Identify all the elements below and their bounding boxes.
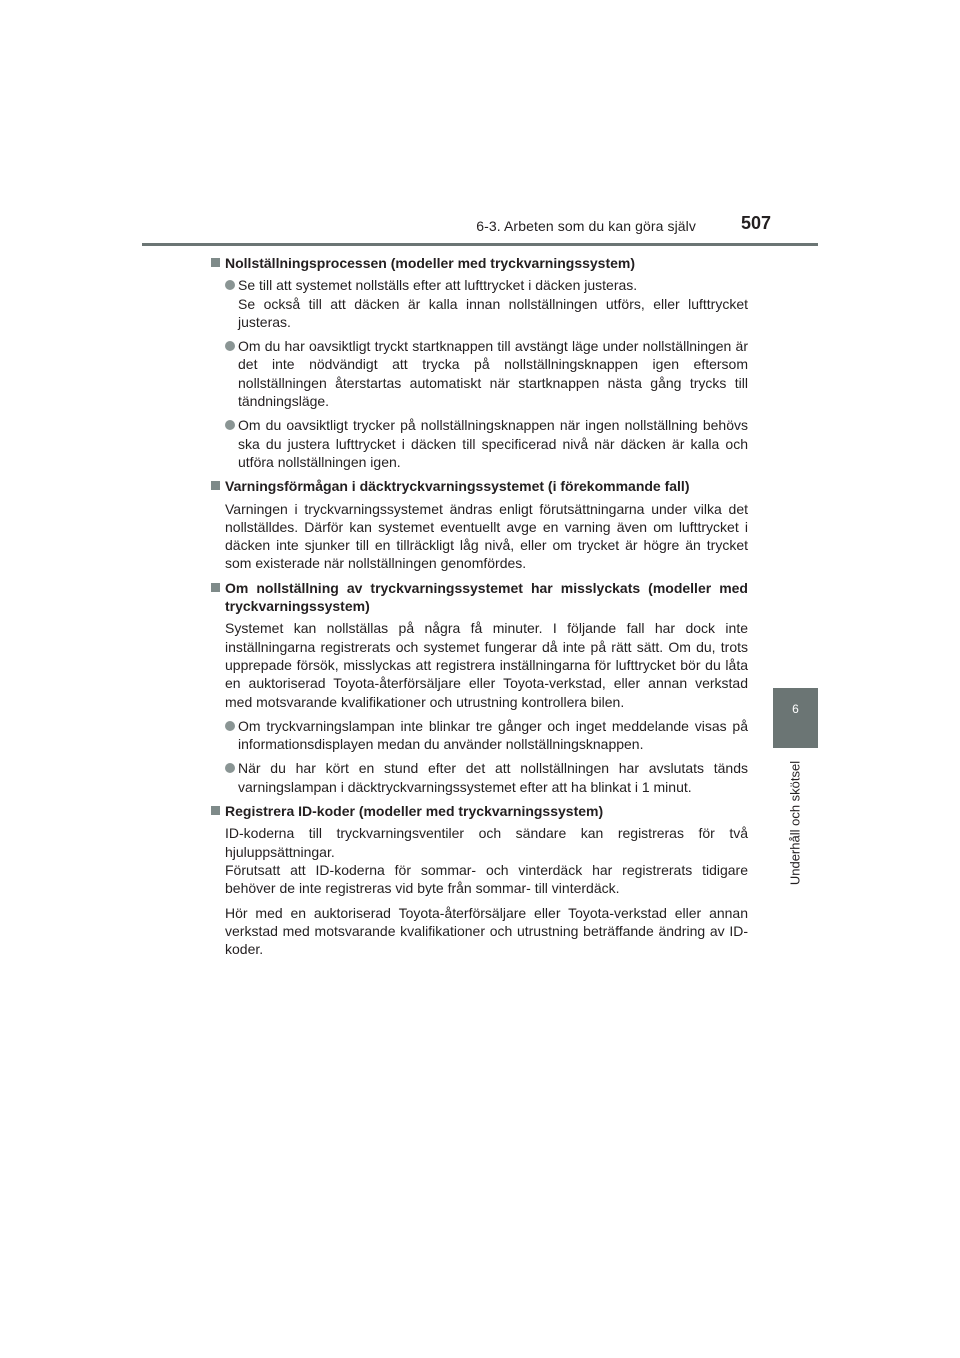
list-item-text: När du har kört en stund efter det att nollställningen har avslutats tänds varningslampan i däcktryckvarningssystemet efter att ha blinkat i 1 minut. [238,760,748,795]
square-bullet-icon [211,583,220,592]
list-item [211,759,748,796]
chapter-number: 6 [792,702,799,716]
list-item-text: Om du oavsiktligt trycker på nollställningsknappen när ingen nollställning behövs ska du justera lufttrycket i däcken till specificerad nivå när däcken är kalla och utföra nollställningen igen. [238,417,748,470]
round-bullet-icon [225,763,235,773]
list-item-text: Om du har oavsiktligt tryckt startknappen till avstängt läge under nollställningen är det inte nödvändigt att trycka på nollställningsknappen igen eftersom nollställningen återstartas automatiskt när startknappen nästa gång trycks till tändningsläge. [238,338,748,410]
paragraph: Förutsatt att ID-koderna för sommar- och vinterdäck har registrerats tidigare behöver de inte registreras vid byte från sommar- till vinterdäck. [225,861,748,897]
header-divider [142,243,818,246]
section-register-id-codes [211,802,748,958]
list-item-text: Om tryckvarningslampan inte blinkar tre gånger och inget meddelande visas på informationsdisplayen medan du använder nollställningsknappen. [238,717,748,753]
list-item [211,717,748,754]
square-bullet-icon [211,258,220,267]
chapter-tab [773,688,818,748]
heading-text: Varningsförmågan i däcktryckvarningssystemet (i förekommande fall) [225,478,690,495]
paragraph: Systemet kan nollställas på några få minuter. I följande fall har dock inte inställningarna registrerats och systemet fungerar då inte på rätt sätt. Om du, trots upprepade försök, misslyckas att registrera inställningarna för lufttrycket bör du låta en auktoriserad Toyota-återförsäljare eller Toyota-verkstad, eller annan verkstad med motsvarande kvalifikationer och utrustning kontrollera bilen. [225,620,748,710]
section-reset-failed [211,579,748,796]
page-number: 507 [740,213,771,233]
section-warning-ability [211,477,748,572]
heading-text: Nollställningsprocessen (modeller med tryckvarningssystem) [225,255,636,271]
page-content [211,254,748,964]
section-title: 6-3. Arbeten som du kan göra själv [476,218,696,234]
square-bullet-icon [211,481,220,490]
list-item [211,337,748,410]
list-item-text: Se till att systemet nollställs efter att lufttrycket i däcken justeras. [238,277,638,294]
round-bullet-icon [225,280,235,290]
heading-text: Registrera ID-koder (modeller med tryckvarningssystem) [225,803,604,820]
heading-text: Om nollställning av tryckvarningssystemet har misslyckats (modeller med tryckvarningssystem) [225,579,748,615]
chapter-label: Underhåll och skötsel [787,760,803,886]
paragraph: Varningen i tryckvarningssystemet ändras enligt förutsättningarna under vilka det nollställdes. Därför kan systemet eventuellt avge en varning även om lufttrycket i däcken inte sjunker till en tillräckligt låg nivå, eller om trycket är högre än trycket som existerade när nollställningen genomfördes. [225,500,748,572]
section-heading [211,579,748,616]
paragraph: ID-koderna till tryckvarningsventiler och sändare kan registreras för två hjuluppsättningar. [225,825,748,860]
round-bullet-icon [225,420,235,430]
section-reset-process [211,254,748,471]
page-header [142,0,818,247]
list-item-text: Se också till att däcken är kalla innan nollställningen utförs, eller lufttrycket justeras. [238,295,748,330]
list-item [211,276,748,294]
list-item-continuation [211,295,748,332]
round-bullet-icon [225,721,235,731]
section-heading [211,802,748,820]
paragraph: Hör med en auktoriserad Toyota-återförsäljare eller Toyota-verkstad eller annan verkstad med motsvarande kvalifikationer och utrustning beträffande ändring av ID-koder. [225,904,748,958]
round-bullet-icon [225,341,235,351]
section-heading [211,477,748,495]
list-item [211,416,748,471]
square-bullet-icon [211,806,220,815]
section-heading [211,254,748,272]
